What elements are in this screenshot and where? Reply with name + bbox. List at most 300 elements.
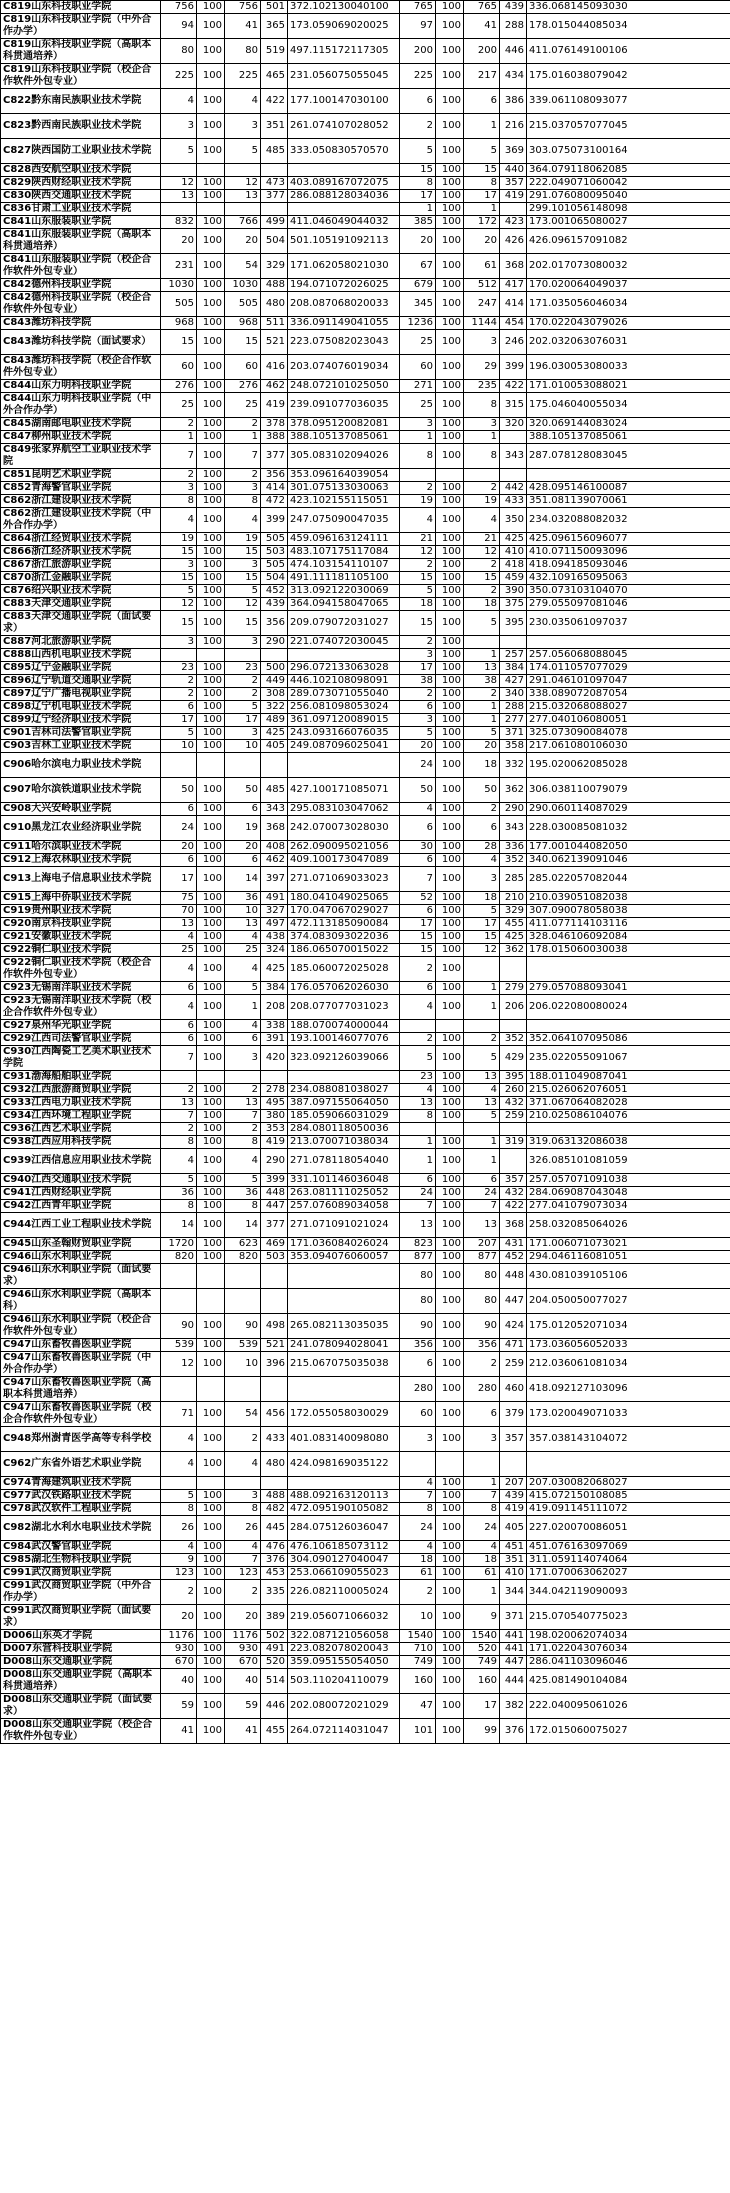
rate-b-cell: 100 (436, 164, 464, 177)
min-b-cell: 315 (500, 393, 527, 418)
score-detail-b-cell: 230.035061097037 (527, 611, 730, 636)
score-detail-a-cell: 176.057062026030 (288, 982, 400, 995)
min-b-cell: 422 (500, 380, 527, 393)
min-a-cell: 425 (261, 957, 288, 982)
count-b-cell: 345 (400, 292, 436, 317)
rate-a-cell: 100 (197, 495, 225, 508)
score-detail-a-cell: 387.097155064050 (288, 1097, 400, 1110)
score-detail-b-cell: 388.105137085061 (527, 431, 730, 444)
rate-a-cell: 100 (197, 944, 225, 957)
rate-b-cell: 100 (436, 918, 464, 931)
count-a-cell: 2 (161, 1084, 197, 1097)
rate-b-cell: 100 (436, 1377, 464, 1402)
min-b-cell: 442 (500, 482, 527, 495)
planned-a-cell: 5 (225, 1174, 261, 1187)
planned-a-cell: 539 (225, 1339, 261, 1352)
min-b-cell: 320 (500, 418, 527, 431)
score-detail-b-cell: 344.042119090093 (527, 1580, 730, 1605)
min-b-cell: 357 (500, 1427, 527, 1452)
count-b-cell: 5 (400, 727, 436, 740)
table-row (1, 164, 730, 177)
school-name-cell: C883天津交通职业学院 (1, 598, 161, 611)
min-a-cell: 327 (261, 905, 288, 918)
planned-b-cell: 5 (464, 905, 500, 918)
rate-b-cell: 100 (436, 1516, 464, 1541)
count-b-cell: 2 (400, 559, 436, 572)
score-detail-a-cell: 289.073071055040 (288, 688, 400, 701)
school-name-cell: C915上海中侨职业技术学院 (1, 892, 161, 905)
rate-a-cell: 100 (197, 867, 225, 892)
count-b-cell: 385 (400, 216, 436, 229)
count-a-cell: 8 (161, 1200, 197, 1213)
score-detail-b-cell: 291.076080095040 (527, 190, 730, 203)
score-detail-a-cell: 372.102130040100 (288, 1, 400, 14)
score-detail-b-cell: 210.039051082038 (527, 892, 730, 905)
score-detail-b-cell: 338.089072087054 (527, 688, 730, 701)
school-name-cell: C922铜仁职业技术学院（校企合作软件外包专业） (1, 957, 161, 982)
school-name-cell: C841山东服装职业学院 (1, 216, 161, 229)
planned-a-cell: 13 (225, 918, 261, 931)
min-b-cell: 452 (500, 1251, 527, 1264)
planned-b-cell: 2 (464, 559, 500, 572)
min-a-cell (261, 1071, 288, 1084)
planned-a-cell: 3 (225, 727, 261, 740)
school-name-cell: C982湖北水利水电职业技术学院 (1, 1516, 161, 1541)
planned-a-cell: 6 (225, 854, 261, 867)
min-a-cell: 396 (261, 1352, 288, 1377)
table-row (1, 1097, 730, 1110)
score-detail-a-cell: 333.050830570570 (288, 139, 400, 164)
table-row (1, 1033, 730, 1046)
school-name-cell: C991武汉商贸职业学院 (1, 1567, 161, 1580)
planned-b-cell: 877 (464, 1251, 500, 1264)
score-detail-b-cell (527, 636, 730, 649)
min-b-cell: 371 (500, 1605, 527, 1630)
count-b-cell: 2 (400, 1033, 436, 1046)
planned-a-cell: 59 (225, 1694, 261, 1719)
score-detail-a-cell (288, 1071, 400, 1084)
count-a-cell: 2 (161, 688, 197, 701)
score-detail-b-cell (527, 1123, 730, 1136)
planned-a-cell: 5 (225, 982, 261, 995)
min-b-cell: 379 (500, 1402, 527, 1427)
planned-b-cell: 50 (464, 778, 500, 803)
rate-b-cell: 100 (436, 254, 464, 279)
school-name-cell: C978武汉软件工程职业学院 (1, 1503, 161, 1516)
table-row (1, 418, 730, 431)
score-detail-a-cell (288, 649, 400, 662)
school-name-cell: C923无锡南洋职业技术学院（校企合作软件外包专业） (1, 995, 161, 1020)
school-name-cell: C962广东省外语艺术职业学院 (1, 1452, 161, 1477)
score-detail-a-cell: 488.092163120113 (288, 1490, 400, 1503)
table-row (1, 905, 730, 918)
planned-b-cell: 1 (464, 995, 500, 1020)
count-a-cell: 14 (161, 1213, 197, 1238)
school-name-cell: C946山东水利职业学院（校企合作软件外包专业） (1, 1314, 161, 1339)
count-a-cell (161, 1071, 197, 1084)
rate-a-cell: 100 (197, 177, 225, 190)
planned-a-cell: 50 (225, 778, 261, 803)
planned-b-cell: 2 (464, 482, 500, 495)
min-a-cell: 495 (261, 1097, 288, 1110)
planned-b-cell: 21 (464, 533, 500, 546)
min-b-cell: 447 (500, 1289, 527, 1314)
min-b-cell: 352 (500, 854, 527, 867)
planned-b-cell: 1 (464, 431, 500, 444)
planned-b-cell: 1 (464, 1136, 500, 1149)
count-b-cell: 17 (400, 918, 436, 931)
school-name-cell: C974青海建筑职业技术学院 (1, 1477, 161, 1490)
score-detail-b-cell (527, 1452, 730, 1477)
planned-b-cell: 1 (464, 1477, 500, 1490)
planned-a-cell: 36 (225, 892, 261, 905)
table-row (1, 585, 730, 598)
table-row (1, 330, 730, 355)
school-name-cell: C944江西工业工程职业技术学院 (1, 1213, 161, 1238)
count-a-cell: 59 (161, 1694, 197, 1719)
rate-a-cell: 100 (197, 1187, 225, 1200)
count-b-cell: 749 (400, 1656, 436, 1669)
min-a-cell (261, 203, 288, 216)
planned-a-cell: 41 (225, 1719, 261, 1744)
table-row (1, 1200, 730, 1213)
rate-b-cell: 100 (436, 1, 464, 14)
school-name-cell: C843潍坊科技学院（校企合作软件外包专业） (1, 355, 161, 380)
planned-a-cell (225, 1477, 261, 1490)
score-detail-a-cell (288, 164, 400, 177)
planned-b-cell: 29 (464, 355, 500, 380)
count-a-cell: 80 (161, 39, 197, 64)
score-detail-a-cell: 264.072114031047 (288, 1719, 400, 1744)
rate-a-cell: 100 (197, 662, 225, 675)
count-a-cell: 9 (161, 1554, 197, 1567)
count-b-cell: 15 (400, 931, 436, 944)
min-a-cell: 422 (261, 89, 288, 114)
count-b-cell: 1 (400, 203, 436, 216)
count-a-cell: 5 (161, 727, 197, 740)
score-detail-b-cell: 279.057088093041 (527, 982, 730, 995)
table-row (1, 1402, 730, 1427)
min-b-cell: 417 (500, 279, 527, 292)
score-detail-b-cell: 325.073090084078 (527, 727, 730, 740)
min-b-cell: 375 (500, 598, 527, 611)
min-a-cell: 489 (261, 714, 288, 727)
rate-b-cell: 100 (436, 64, 464, 89)
planned-a-cell: 8 (225, 1136, 261, 1149)
planned-a-cell: 1 (225, 431, 261, 444)
rate-b-cell: 100 (436, 1605, 464, 1630)
planned-b-cell: 15 (464, 164, 500, 177)
score-detail-b-cell: 188.011049087041 (527, 1071, 730, 1084)
planned-b-cell: 217 (464, 64, 500, 89)
min-b-cell: 446 (500, 39, 527, 64)
count-a-cell: 930 (161, 1643, 197, 1656)
score-detail-b-cell: 170.022043079026 (527, 317, 730, 330)
rate-b-cell: 100 (436, 1554, 464, 1567)
rate-b-cell: 100 (436, 688, 464, 701)
school-name-cell: C842德州科技职业学院（校企合作软件外包专业） (1, 292, 161, 317)
school-name-cell: C931渤海船舶职业学院 (1, 1071, 161, 1084)
table-row (1, 1503, 730, 1516)
table-row (1, 1289, 730, 1314)
score-detail-a-cell: 296.072133063028 (288, 662, 400, 675)
school-name-cell: C947山东畜牧兽医职业学院（高职本科贯通培养） (1, 1377, 161, 1402)
min-b-cell: 362 (500, 944, 527, 957)
min-a-cell: 456 (261, 1402, 288, 1427)
min-b-cell: 277 (500, 714, 527, 727)
planned-a-cell: 20 (225, 1605, 261, 1630)
min-a-cell: 485 (261, 778, 288, 803)
min-a-cell: 399 (261, 508, 288, 533)
planned-b-cell: 356 (464, 1339, 500, 1352)
planned-b-cell (464, 469, 500, 482)
rate-b-cell: 100 (436, 216, 464, 229)
school-name-cell: C897辽宁广播电视职业学院 (1, 688, 161, 701)
rate-a-cell: 100 (197, 431, 225, 444)
rate-b-cell: 100 (436, 905, 464, 918)
min-b-cell: 425 (500, 533, 527, 546)
score-detail-a-cell: 374.083093022036 (288, 931, 400, 944)
table-row (1, 1264, 730, 1289)
table-row (1, 1490, 730, 1503)
school-name-cell: C830陕西交通职业技术学院 (1, 190, 161, 203)
min-a-cell: 480 (261, 1452, 288, 1477)
planned-b-cell: 3 (464, 330, 500, 355)
score-detail-b-cell: 430.081039105106 (527, 1264, 730, 1289)
rate-a-cell: 100 (197, 1503, 225, 1516)
table-row (1, 662, 730, 675)
score-detail-b-cell: 350.073103104070 (527, 585, 730, 598)
count-a-cell: 3 (161, 636, 197, 649)
count-a-cell: 7 (161, 444, 197, 469)
table-row (1, 1541, 730, 1554)
table-row (1, 1669, 730, 1694)
min-b-cell: 419 (500, 190, 527, 203)
count-b-cell: 15 (400, 572, 436, 585)
min-a-cell: 500 (261, 662, 288, 675)
school-name-cell: C849张家界航空工业职业技术学院 (1, 444, 161, 469)
planned-b-cell (464, 1020, 500, 1033)
table-row (1, 203, 730, 216)
count-b-cell: 3 (400, 1427, 436, 1452)
school-name-cell: C819山东科技职业学院（高职本科贯通培养） (1, 39, 161, 64)
planned-b-cell: 3 (464, 418, 500, 431)
count-b-cell: 20 (400, 740, 436, 753)
table-row (1, 1046, 730, 1071)
count-b-cell: 50 (400, 778, 436, 803)
count-b-cell: 61 (400, 1567, 436, 1580)
table-row (1, 982, 730, 995)
planned-b-cell: 4 (464, 854, 500, 867)
rate-b-cell: 100 (436, 330, 464, 355)
school-name-cell: C977武汉铁路职业技术学院 (1, 1490, 161, 1503)
score-detail-b-cell: 195.020062085028 (527, 753, 730, 778)
planned-b-cell: 12 (464, 944, 500, 957)
score-detail-a-cell: 427.100171085071 (288, 778, 400, 803)
school-name-cell: C819山东科技职业学院（校企合作软件外包专业） (1, 64, 161, 89)
score-detail-b-cell: 451.076163097069 (527, 1541, 730, 1554)
min-b-cell: 260 (500, 1084, 527, 1097)
rate-b-cell: 100 (436, 1402, 464, 1427)
rate-a-cell: 100 (197, 1084, 225, 1097)
rate-b-cell: 100 (436, 1033, 464, 1046)
min-b-cell: 376 (500, 1719, 527, 1744)
planned-a-cell: 623 (225, 1238, 261, 1251)
table-row (1, 1452, 730, 1477)
min-b-cell: 454 (500, 317, 527, 330)
min-b-cell: 336 (500, 841, 527, 854)
score-detail-b-cell (527, 1020, 730, 1033)
score-detail-a-cell: 180.041049025065 (288, 892, 400, 905)
score-detail-a-cell (288, 203, 400, 216)
score-detail-a-cell: 249.087096025041 (288, 740, 400, 753)
rate-a-cell: 100 (197, 330, 225, 355)
count-b-cell: 3 (400, 649, 436, 662)
count-b-cell: 4 (400, 1084, 436, 1097)
count-b-cell: 2 (400, 636, 436, 649)
min-b-cell: 414 (500, 292, 527, 317)
min-a-cell: 498 (261, 1314, 288, 1339)
rate-b-cell: 100 (436, 611, 464, 636)
school-name-cell: C819山东科技职业学院（中外合作办学） (1, 14, 161, 39)
count-a-cell: 6 (161, 854, 197, 867)
score-detail-a-cell: 215.067075035038 (288, 1352, 400, 1377)
planned-a-cell: 15 (225, 546, 261, 559)
rate-b-cell: 100 (436, 867, 464, 892)
score-detail-a-cell: 401.083140098080 (288, 1427, 400, 1452)
rate-b-cell: 100 (436, 778, 464, 803)
planned-b-cell: 5 (464, 611, 500, 636)
score-detail-a-cell: 219.056071066032 (288, 1605, 400, 1630)
score-detail-a-cell: 223.082078020043 (288, 1643, 400, 1656)
school-name-cell: C843潍坊科技学院（面试要求） (1, 330, 161, 355)
rate-b-cell: 100 (436, 854, 464, 867)
rate-b-cell: 100 (436, 495, 464, 508)
min-b-cell: 460 (500, 1377, 527, 1402)
min-a-cell: 445 (261, 1516, 288, 1541)
rate-a-cell: 100 (197, 701, 225, 714)
count-b-cell: 2 (400, 957, 436, 982)
rate-a-cell: 100 (197, 1238, 225, 1251)
score-detail-b-cell: 286.041103096046 (527, 1656, 730, 1669)
table-row (1, 139, 730, 164)
rate-a-cell: 100 (197, 714, 225, 727)
score-detail-a-cell: 304.090127040047 (288, 1554, 400, 1567)
planned-a-cell: 225 (225, 64, 261, 89)
min-a-cell: 384 (261, 982, 288, 995)
rate-a-cell: 100 (197, 1554, 225, 1567)
min-a-cell: 351 (261, 114, 288, 139)
min-a-cell: 448 (261, 1187, 288, 1200)
count-b-cell: 4 (400, 1477, 436, 1490)
min-a-cell: 455 (261, 1719, 288, 1744)
table-row (1, 1136, 730, 1149)
count-a-cell: 539 (161, 1339, 197, 1352)
min-a-cell: 488 (261, 1490, 288, 1503)
table-row (1, 867, 730, 892)
planned-a-cell: 20 (225, 841, 261, 854)
min-b-cell: 459 (500, 572, 527, 585)
school-name-cell: C844山东力明科技职业学院 (1, 380, 161, 393)
table-row (1, 598, 730, 611)
rate-b-cell: 100 (436, 1110, 464, 1123)
count-a-cell: 12 (161, 598, 197, 611)
table-row (1, 1377, 730, 1402)
count-b-cell: 8 (400, 1110, 436, 1123)
score-detail-a-cell (288, 1289, 400, 1314)
rate-a-cell: 100 (197, 1020, 225, 1033)
min-b-cell: 432 (500, 1187, 527, 1200)
table-row (1, 229, 730, 254)
rate-a-cell (197, 164, 225, 177)
rate-a-cell: 100 (197, 1251, 225, 1264)
count-a-cell: 4 (161, 931, 197, 944)
school-name-cell: D008山东交通职业学院（高职本科贯通培养） (1, 1669, 161, 1694)
count-b-cell: 13 (400, 1097, 436, 1110)
table-row (1, 559, 730, 572)
school-name-cell: C933江西电力职业技术学院 (1, 1097, 161, 1110)
rate-a-cell: 100 (197, 190, 225, 203)
score-detail-a-cell (288, 753, 400, 778)
rate-a-cell (197, 1477, 225, 1490)
count-b-cell: 1 (400, 1136, 436, 1149)
min-a-cell: 472 (261, 495, 288, 508)
school-name-cell: C866浙江经济职业技术学院 (1, 546, 161, 559)
rate-a-cell: 100 (197, 1452, 225, 1477)
score-detail-a-cell: 313.092122030069 (288, 585, 400, 598)
planned-b-cell: 1 (464, 1149, 500, 1174)
min-a-cell: 335 (261, 1580, 288, 1605)
score-detail-b-cell: 173.036056052033 (527, 1339, 730, 1352)
min-a-cell: 469 (261, 1238, 288, 1251)
min-a-cell (261, 1289, 288, 1314)
min-a-cell: 377 (261, 190, 288, 203)
score-detail-b-cell: 279.055097081046 (527, 598, 730, 611)
planned-b-cell: 20 (464, 229, 500, 254)
planned-a-cell (225, 203, 261, 216)
count-a-cell: 2 (161, 1123, 197, 1136)
planned-b-cell: 17 (464, 918, 500, 931)
school-name-cell: C942江西青年职业学院 (1, 1200, 161, 1213)
rate-a-cell: 100 (197, 64, 225, 89)
rate-b-cell: 100 (436, 1339, 464, 1352)
table-row (1, 918, 730, 931)
school-name-cell: C903吉林工业职业技术学院 (1, 740, 161, 753)
min-b-cell: 288 (500, 701, 527, 714)
score-detail-a-cell: 323.092126039066 (288, 1046, 400, 1071)
rate-a-cell (197, 1071, 225, 1084)
score-detail-a-cell: 286.088128034036 (288, 190, 400, 203)
count-a-cell: 4 (161, 89, 197, 114)
school-name-cell: C888山西机电职业技术学院 (1, 649, 161, 662)
min-b-cell: 429 (500, 1046, 527, 1071)
table-row (1, 64, 730, 89)
table-row (1, 254, 730, 279)
planned-b-cell: 5 (464, 139, 500, 164)
school-name-cell: C929江西司法警官职业学院 (1, 1033, 161, 1046)
planned-a-cell: 4 (225, 1452, 261, 1477)
rate-a-cell: 100 (197, 1719, 225, 1744)
rate-b-cell (436, 1123, 464, 1136)
school-name-cell: C852青海警官职业学院 (1, 482, 161, 495)
rate-a-cell: 100 (197, 803, 225, 816)
score-detail-a-cell: 256.081098053024 (288, 701, 400, 714)
planned-b-cell (464, 957, 500, 982)
score-detail-a-cell: 170.047067029027 (288, 905, 400, 918)
score-detail-a-cell: 271.071091021024 (288, 1213, 400, 1238)
count-a-cell: 26 (161, 1516, 197, 1541)
min-a-cell: 499 (261, 216, 288, 229)
